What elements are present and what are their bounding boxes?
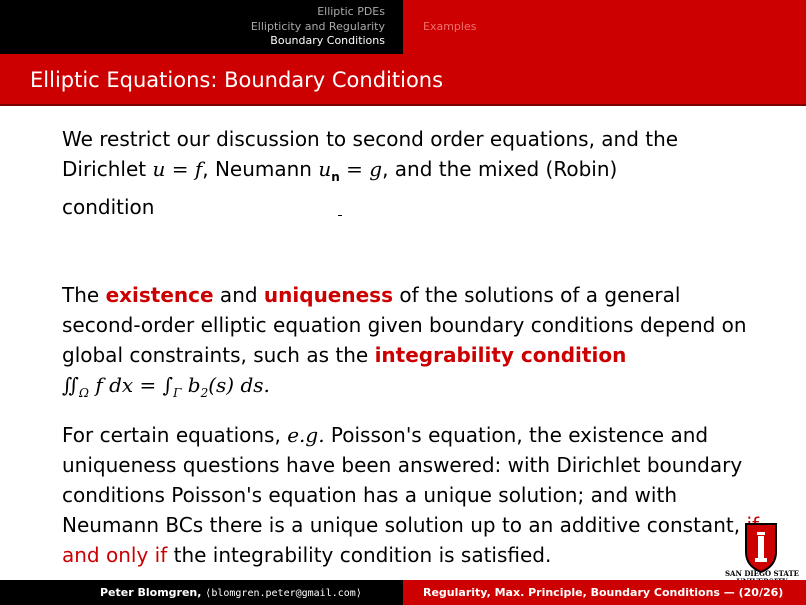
formula-rhs: b [181, 373, 201, 397]
omega-subscript: Ω [79, 386, 89, 400]
poisson-text-b: Poisson's equation, the existence and uniqueness questions have been answered: with Dirichlet boundary conditions Poisson's equation has a unique solution; and with Neumann BCs there is a unique solution up to an additive constant, [62, 423, 747, 537]
neumann-rhs: = g [339, 157, 383, 181]
existence-text-a: The [62, 283, 106, 307]
slide-content [62, 124, 762, 570]
footer-author [100, 586, 362, 599]
nav-subsection-examples[interactable]: Examples [423, 20, 477, 33]
intro-text-neumann: , Neumann [202, 157, 319, 181]
footer-title-panel [403, 580, 806, 605]
footer-bar [0, 580, 806, 605]
existence-text-c: of the solutions of a general second-order elliptic equation given boundary conditions depend on global constraints, such as the [62, 283, 747, 367]
formula-middle: f dx = ∫ [88, 373, 174, 397]
footer-title: Regularity, Max. Principle, Boundary Conditions — (20/26) [423, 586, 784, 599]
university-name-line-1: SAN DIEGO STATE [725, 569, 799, 578]
intro-text-dirichlet: Dirichlet [62, 157, 153, 181]
neumann-math: u [318, 157, 332, 181]
nav-sections-panel [0, 0, 403, 54]
term-if-and-only-if: and only if [62, 543, 168, 567]
paragraph-intro [62, 124, 762, 222]
term-integrability-condition: integrability condition [374, 343, 627, 367]
paragraph-poisson [62, 420, 762, 570]
existence-text-b: and [213, 283, 264, 307]
nav-section-boundary-conditions[interactable]: Boundary Conditions [270, 34, 385, 47]
frame-title: Elliptic Equations: Boundary Conditions [30, 68, 444, 92]
double-integral-symbol: ∬ [62, 373, 80, 397]
intro-line-3: condition [62, 195, 155, 219]
b2-subscript: 2 [200, 386, 209, 400]
frame-title-bar [0, 54, 806, 104]
nav-section-elliptic-pdes[interactable]: Elliptic PDEs [317, 5, 385, 18]
poisson-text-a: For certain equations, [62, 423, 288, 447]
nav-section-ellipticity-regularity[interactable]: Ellipticity and Regularity [250, 19, 385, 33]
navigation-bar [0, 0, 806, 54]
nav-subsections-panel [403, 0, 806, 54]
integrability-formula [62, 373, 270, 400]
neumann-subscript: n [331, 170, 340, 184]
author-email: ⟨blomgren.peter@gmail.com⟩ [205, 588, 362, 599]
dirichlet-math: u = f [152, 157, 203, 181]
author-name: Peter Blomgren, [100, 586, 202, 599]
intro-line-1: We restrict our discussion to second order equations, and the [62, 127, 679, 151]
footer-author-panel [0, 580, 403, 605]
intro-text-robin: , and the mixed (Robin) [382, 157, 618, 181]
robin-fraction [338, 215, 342, 216]
paragraph-existence [62, 280, 762, 408]
term-existence: existence [105, 283, 214, 307]
gamma-subscript: Γ [173, 386, 182, 400]
poisson-text-c: the integrability condition is satisfied. [167, 543, 552, 567]
robin-equation [338, 202, 354, 226]
formula-end: (s) ds. [208, 373, 270, 397]
term-uniqueness: uniqueness [263, 283, 393, 307]
fraction-numerator [338, 215, 342, 216]
eg-text: e.g. [287, 423, 325, 447]
